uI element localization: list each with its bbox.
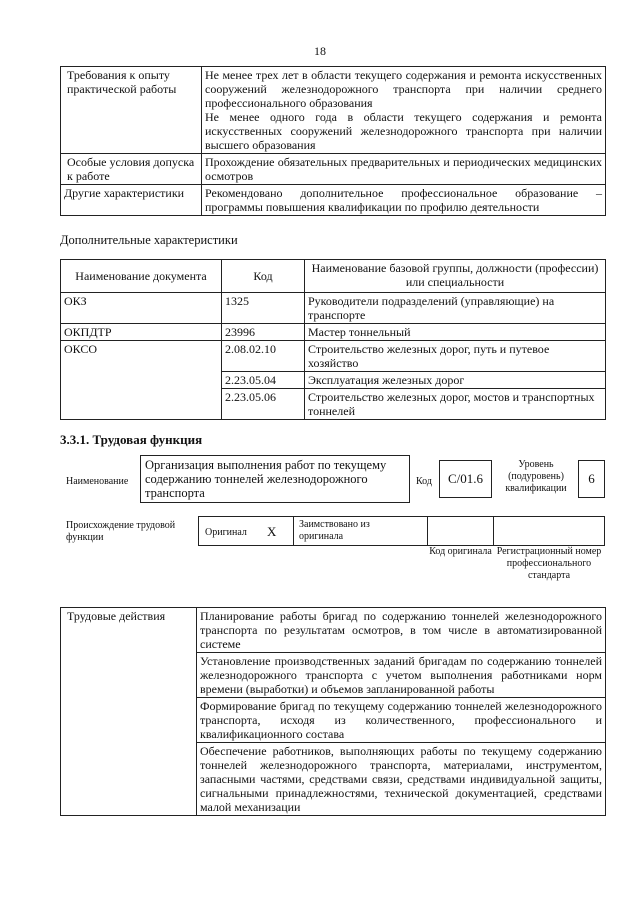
table-row [61,67,606,154]
action-item: Установление производственных заданий бригадам по содержанию тоннелей железнодорожного транспорта с учетом выполнения работниками норм времени (выработки) и объемов запланированной работы [197,653,606,698]
function-code-value: C/01.6 [447,471,484,486]
function-name-label: Наименование [66,476,129,487]
name-cell: Руководители подразделений (управляющие) на транспорте [305,293,606,324]
name-cell: Эксплуатация железных дорог [305,372,606,389]
function-level-label: Уровень (подуровень) квалификации [505,459,567,494]
reg-number-caption: Регистрационный номер профессионального стандарта [496,546,602,581]
code-cell: 2.23.05.04 [222,372,305,389]
action-item: Формирование бригад по текущему содержанию тоннелей железнодорожного транспорта, исходя из количественного, профессионального и квалификационного состава [197,698,606,743]
borrowed-box [293,516,428,546]
req-label-conditions: Особые условия допуска к работе [61,154,202,185]
original-mark: X [267,524,277,539]
doc-cell: ОКСО [61,341,222,420]
reg-number-box [493,516,605,546]
code-cell: 2.23.05.06 [222,389,305,420]
header-code: Код [222,260,305,293]
function-heading: 3.3.1. Трудовая функция [60,432,203,447]
header-name: Наименование базовой группы, должности (профессии) или специальности [305,260,606,293]
origin-label: Происхождение трудовой функции [66,520,176,543]
req-text-conditions: Прохождение обязательных предварительных и периодических медицинских осмотров [202,154,606,185]
table-row [61,341,606,372]
page-number: 18 [314,44,326,58]
function-level-box [578,460,605,498]
header-doc: Наименование документа [61,260,222,293]
function-name-value: Организация выполнения работ по текущему содержанию тоннелей железнодорожного транспорта [145,458,387,500]
borrowed-label: Заимствовано из оригинала [299,519,370,542]
actions-label: Трудовые действия [61,608,197,816]
name-cell: Мастер тоннельный [305,324,606,341]
doc-cell: ОКЗ [61,293,222,324]
function-code-box [439,460,492,498]
additional-table [60,259,606,420]
code-original-caption: Код оригинала [429,546,492,557]
name-cell: Строительство железных дорог, мостов и транспортных тоннелей [305,389,606,420]
action-item: Обеспечение работников, выполняющих работы по текущему содержанию тоннелей железнодорожного транспорта, материалами, инструментом, запасными частями, средствами связи, средствами индивидуальной защиты, сигнальными принадлежностями, технической документацией, средствами малой механизации [197,743,606,816]
function-name-box [140,455,410,503]
req-label-other: Другие характеристики [61,185,202,216]
table-row [61,185,606,216]
table-row [61,324,606,341]
req-text-experience-2: Не менее одного года в области текущего содержания и ремонта искусственных сооружений железнодорожного транспорта при наличии высшего образования [205,110,602,152]
doc-cell: ОКПДТР [61,324,222,341]
code-cell: 1325 [222,293,305,324]
code-cell: 2.08.02.10 [222,341,305,372]
requirements-table [60,66,606,216]
additional-heading: Дополнительные характеристики [60,233,238,247]
action-item: Планирование работы бригад по содержанию тоннелей железнодорожного транспорта по результатам осмотров, в том числе в автоматизированной системе [197,608,606,653]
function-level-value: 6 [588,471,595,486]
table-row [61,154,606,185]
req-text-experience-1: Не менее трех лет в области текущего содержания и ремонта искусственных сооружений железнодорожного транспорта при наличии среднего профессионального образования [205,68,602,110]
name-cell: Строительство железных дорог, путь и путевое хозяйство [305,341,606,372]
req-text-other: Рекомендовано дополнительное профессиональное образование – программы повышения квалификации по профилю деятельности [202,185,606,216]
table-row [61,608,606,653]
code-original-box [427,516,494,546]
function-code-label: Код [416,476,432,487]
code-cell: 23996 [222,324,305,341]
original-box [198,516,294,546]
req-label-experience: Требования к опыту практической работы [61,67,202,154]
actions-table [60,607,606,816]
original-label: Оригинал [205,527,247,538]
table-row [61,293,606,324]
table-header-row [61,260,606,293]
